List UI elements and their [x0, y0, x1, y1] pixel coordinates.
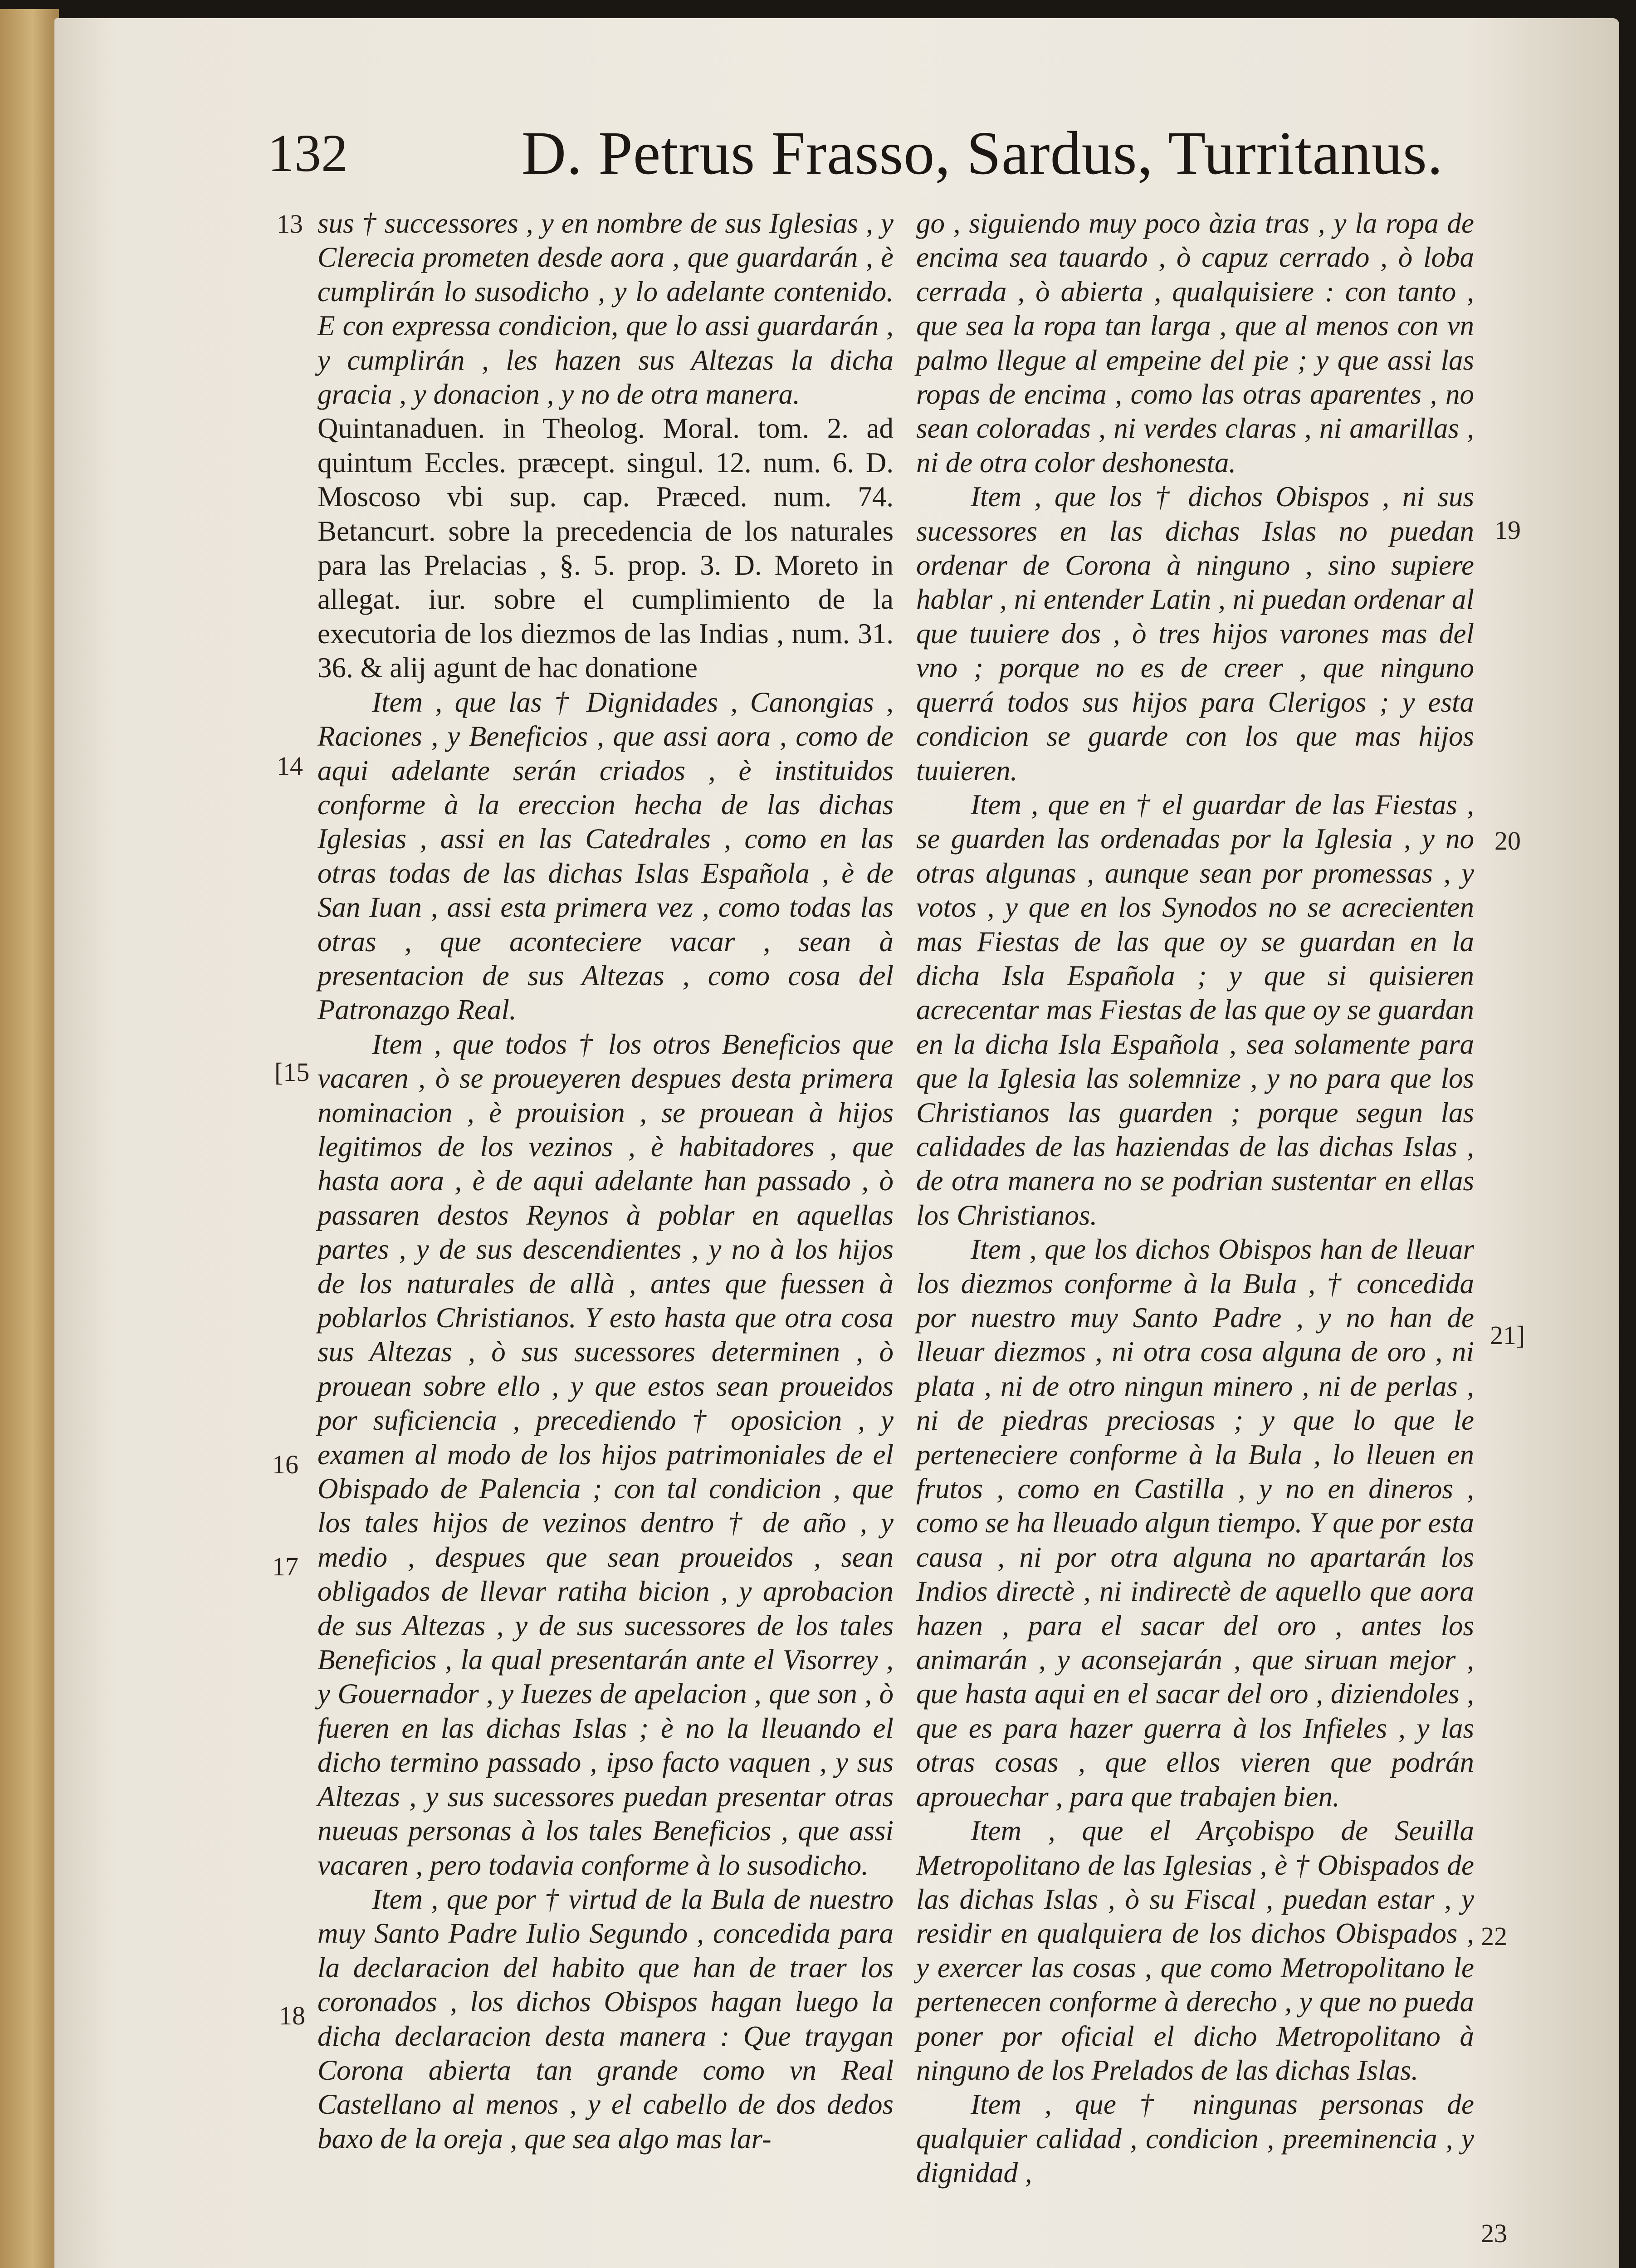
margin-number: 19 [1494, 515, 1521, 545]
margin-number: 13 [277, 209, 303, 239]
margin-number: 22 [1481, 1921, 1507, 1951]
paragraph: Item , que el Arçobispo de Seuilla Metropolitano de las Iglesias , è † Obispados de las dichas Islas , ò su Fiscal , puedan estar , y residir en qualquiera de los dichos Obispados , y exercer las cosas , que como Metropolitano le pertenecen conforme à derecho , y que no pueda poner por oficial el dicho Metropolitano à ninguno de los Prelados de las dichas Islas. [916, 1815, 1474, 2086]
right-text-column [916, 206, 1474, 2190]
margin-number: 16 [272, 1450, 298, 1479]
paragraph: Item , que por † virtud de la Bula de nuestro muy Santo Padre Iulio Segundo , concedida para la declaracion del habito que han de traer los coronados , los dichos Obispos hagan luego la dicha declaracion desta manera : Que traygan Corona abierta tan grande como vn Real Castellano al menos , y el cabello de dos dedos baxo de la oreja , que sea algo mas lar- [317, 1883, 894, 2155]
margin-number: 23 [1481, 2219, 1507, 2248]
margin-number: 17 [272, 1552, 298, 1581]
paragraph: Item , que en † el guardar de las Fiestas , se guarden las ordenadas por la Iglesia , y no otras algunas , aunque sean por promessas , y votos , y que en los Synodos no se acrecienten mas Fiestas de las que oy se guardan en la dicha Isla Española ; y que si quisieren acrecentar mas Fiestas de las que oy se guardan en la dicha Isla Española , sea solamente para que la Iglesia las solemnize , y no para que los Christianos las guarden ; porque segun las calidades de las haziendas de las dichas Islas , de otra manera no se podrian sustentar en ellas los Christianos. [916, 788, 1474, 1231]
page-number: 132 [268, 123, 348, 183]
paragraph: go , siguiendo muy poco àzia tras , y la ropa de encima sea tauardo , ò capuz cerrado , ò loba cerrada , ò abierta , qualquisiere : con tanto , que sea la ropa tan larga , que al menos con vn palmo llegue al empeine del pie ; y que assi las ropas de encima , como las otras aparentes , no sean coloradas , ni verdes claras , ni amarillas , ni de otra color deshonesta. [916, 207, 1474, 479]
page-header [268, 118, 1583, 191]
running-title: D. Petrus Frasso, Sardus, Turritanus. [522, 119, 1443, 187]
paragraph: Item , que † ningunas personas de qualquier calidad , condicion , preeminencia , y dignidad , [916, 2088, 1474, 2189]
margin-number: 20 [1494, 826, 1521, 855]
book-binding-edge [0, 9, 59, 2268]
margin-number: 21] [1490, 1320, 1525, 1350]
margin-number: [15 [274, 1057, 310, 1087]
margin-number: 18 [279, 2001, 305, 2030]
paragraph: Item , que las † Dignidades , Canongias , Raciones , y Beneficios , que assi aora , como de aqui adelante serán criados , è instituidos conforme à la ereccion hecha de las dichas Iglesias , assi en las Catedrales , como en las otras todas de las dichas Islas Española , è de San Iuan , assi esta primera vez , como todas las otras , que aconteciere vacar , sean à presentacion de sus Altezas , como cosa del Patronazgo Real. [317, 686, 894, 1026]
paragraph: Item , que los † dichos Obispos , ni sus sucessores en las dichas Islas no puedan ordenar de Corona à ninguno , sino supiere hablar , ni entender Latin , ni puedan ordenar al que tuuiere dos , ò tres hijos varones mas del vno ; porque no es de creer , que ninguno querrá todos sus hijos para Clerigos ; y esta condicion se guarde con los que mas hijos tuuieren. [916, 481, 1474, 787]
paragraph: Item , que todos † los otros Beneficios que vacaren , ò se proueyeren despues desta primera nominacion , è prouision , se prouean à hijos legitimos de los vezinos , è habitadores , que hasta aora , è de aqui adelante han passado , ò passaren destos Reynos à poblar en aquellas partes , y de sus descendientes , y no à los hijos de los naturales de allà , antes que fuessen à poblarlos Christianos. Y esto hasta que otra cosa sus Altezas , ò sus sucessores determinen , ò prouean sobre ello , y que estos sean proueidos por suficiencia , precediendo † oposicion , y examen al modo de los hijos patrimoniales de el Obispado de Palencia ; con tal condicion , que los tales hijos de vezinos dentro † de año , y medio , despues que sean proueidos , sean obligados de llevar ratiha bicion , y aprobacion de sus Altezas , y de sus sucessores de los tales Beneficios , la qual presentarán ante el Visorrey , y Gouernador , y Iuezes de apelacion , que son , ò fueren en las dichas Islas ; è no la lleuando el dicho termino passado , ipso facto vaquen , y sus Altezas , y sus sucessores puedan presentar otras nueuas personas à los tales Beneficios , que assi vacaren , pero todavia conforme à lo susodicho. [317, 1028, 894, 1881]
paragraph: sus † successores , y en nombre de sus Iglesias , y Clerecia prometen desde aora , que guardarán , è cumplirán lo susodicho , y lo adelante contenido. E con expressa condicion, que lo assi guardarán , y cumplirán , les hazen sus Altezas la dicha gracia , y donacion , y no de otra manera. [317, 207, 894, 411]
margin-number: 14 [277, 751, 303, 781]
citation-paragraph: Quintanaduen. in Theolog. Moral. tom. 2. ad quintum Eccles. præcept. singul. 12. num. 6. D. Moscoso vbi sup. cap. Præced. num. 74. Betancurt. sobre la precedencia de los naturales para las Prelacias , §. 5. prop. 3. D. Moreto in allegat. iur. sobre el cumplimiento de la executoria de los diezmos de las Indias , num. 31. 36. & alij agunt de hac donatione [317, 412, 894, 684]
left-text-column [317, 206, 894, 2156]
paragraph: Item , que los dichos Obispos han de lleuar los diezmos conforme à la Bula , † concedida por nuestro muy Santo Padre , y no han de lleuar diezmos , ni otra cosa alguna de oro , ni plata , ni de otro ningun minero , ni de perlas , ni de piedras preciosas ; y que lo que le perteneciere conforme à la Bula , lo lleuen en frutos , como en Castilla , y no en dineros , como se ha lleuado algun tiempo. Y que por esta causa , ni por otra alguna no apartarán los Indios directè , ni indirectè de aquello que aora hazen , para el sacar del oro , antes los animarán , y aconsejarán , que siruan mejor , que hasta aqui en el sacar del oro , diziendoles , que es para hazer guerra à los Infieles , y las otras cosas , que ellos vieren que podrán aprouechar , para que trabajen bien. [916, 1233, 1474, 1813]
